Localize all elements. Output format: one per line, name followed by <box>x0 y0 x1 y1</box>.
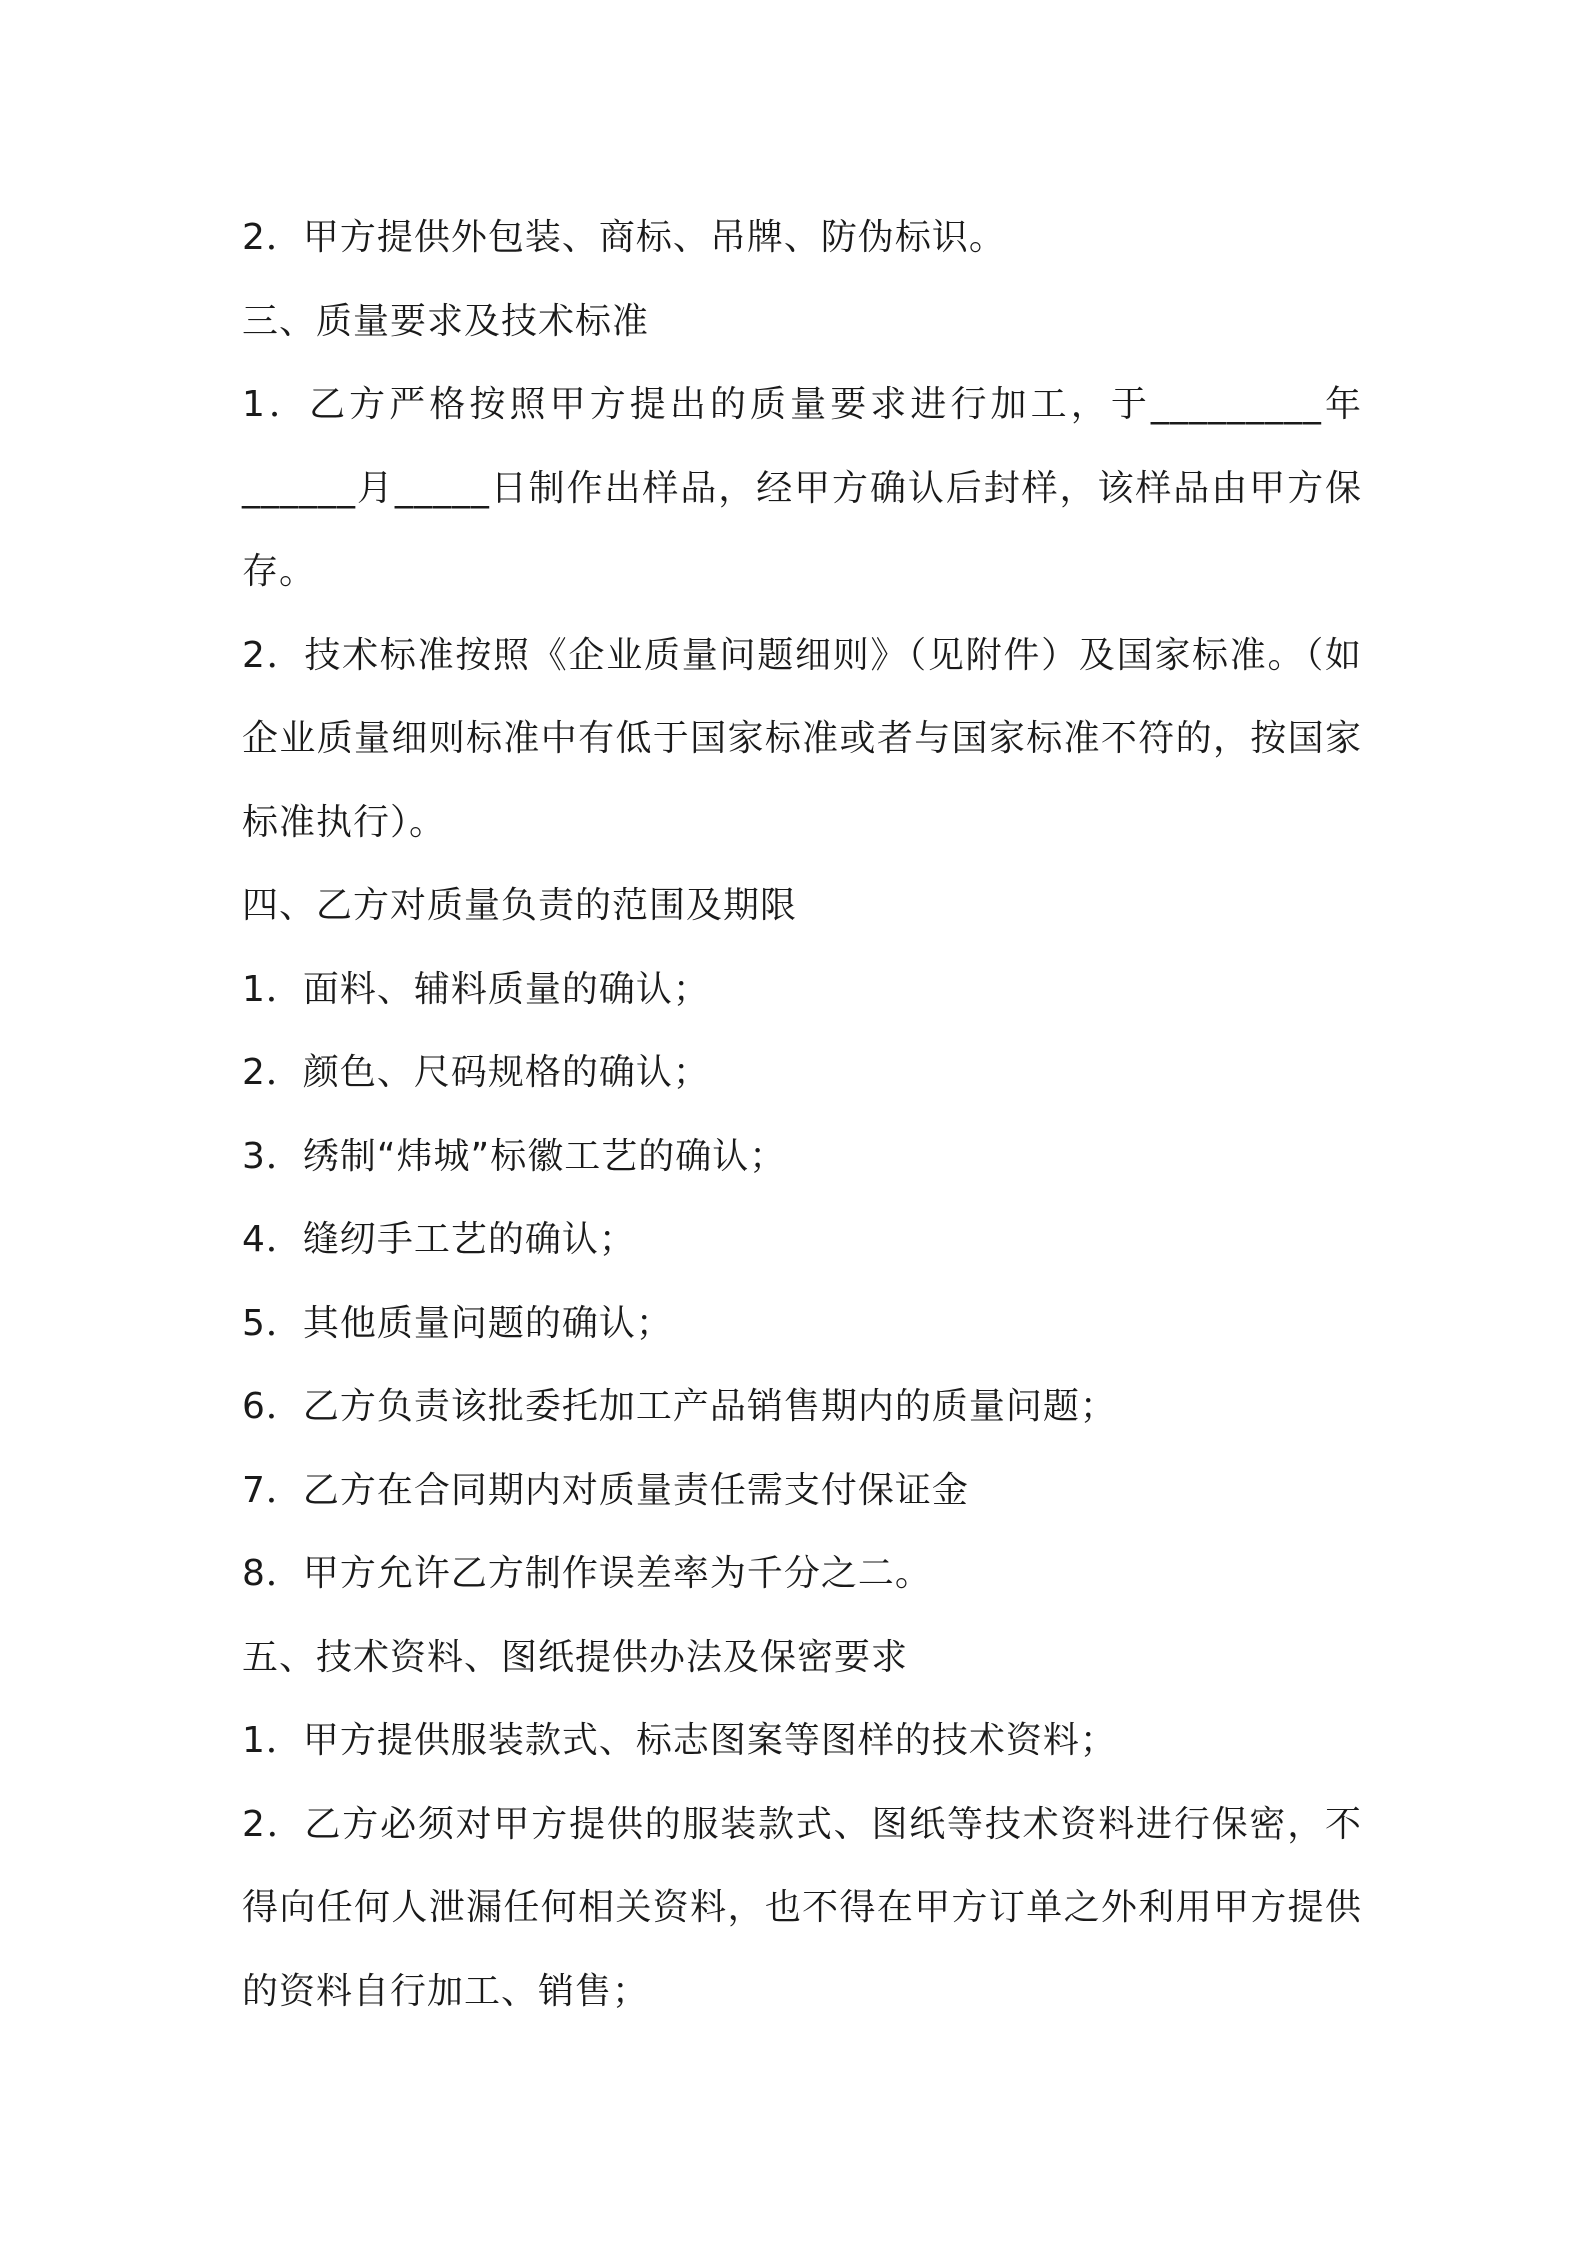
document-body <box>242 196 1362 2033</box>
clause-3-2-standards: 2．技术标准按照《企业质量问题细则》（见附件）及国家标准。（如企业质量细则标准中有低于国家标准或者与国家标准不符的，按国家标准执行）。 <box>242 634 1362 843</box>
clause-5-1: 1．甲方提供服装款式、标志图案等图样的技术资料； <box>242 1720 1117 1761</box>
clause-4-8: 8．甲方允许乙方制作误差率为千分之二。 <box>242 1553 932 1594</box>
clause-4-5: 5．其他质量问题的确认； <box>242 1302 673 1344</box>
clause-4-2: 2．颜色、尺码规格的确认； <box>242 1052 710 1093</box>
clause-4-4: 4．缝纫手工艺的确认； <box>242 1219 636 1260</box>
clause-2-packaging: 2．甲方提供外包装、商标、吊牌、防伪标识。 <box>242 217 1006 258</box>
clause-4-7: 7．乙方在合同期内对质量责任需支付保证金 <box>242 1469 969 1511</box>
section-4-heading: 四、乙方对质量负责的范围及期限 <box>242 885 798 926</box>
clause-4-6: 6．乙方负责该批委托加工产品销售期内的质量问题； <box>242 1386 1117 1427</box>
section-5-heading: 五、技术资料、图纸提供办法及保密要求 <box>242 1636 909 1678</box>
clause-4-3: 3．绣制“炜城”标徽工艺的确认； <box>242 1135 787 1177</box>
clause-5-2: 2．乙方必须对甲方提供的服装款式、图纸等技术资料进行保密，不得向任何人泄漏任何相关资料，也不得在甲方订单之外利用甲方提供的资料自行加工、销售； <box>242 1803 1362 2012</box>
clause-4-1: 1．面料、辅料质量的确认； <box>242 968 710 1010</box>
clause-3-1-sample: 1．乙方严格按照甲方提出的质量要求进行加工，于_________年______月_____日制作出样品，经甲方确认后封样，该样品由甲方保存。 <box>242 384 1362 592</box>
section-3-heading: 三、质量要求及技术标准 <box>242 300 650 342</box>
